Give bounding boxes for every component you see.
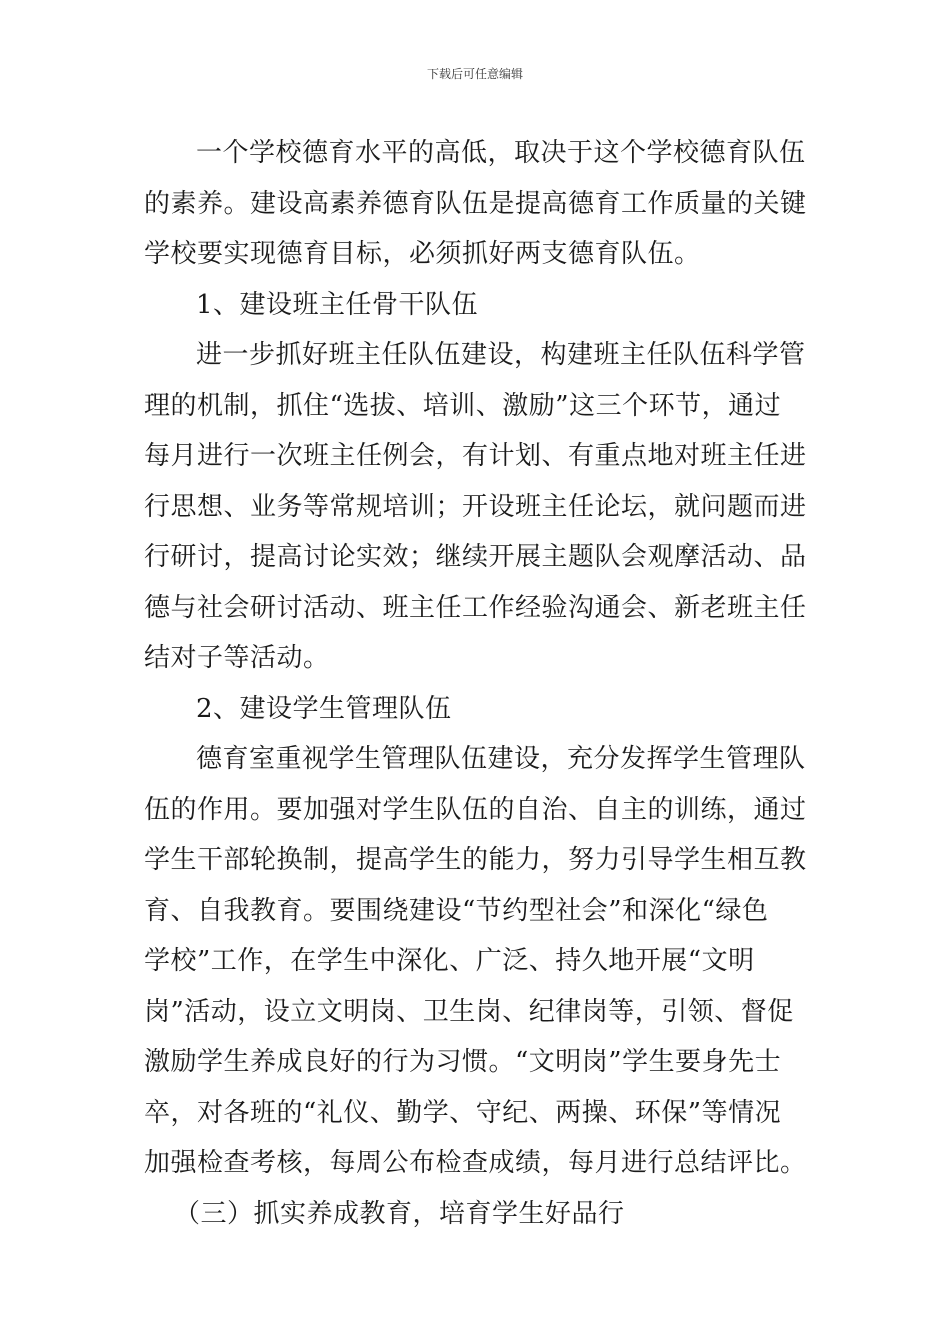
paragraph-line: 卒，对各班的“礼仪、勤学、守纪、两操、环保”等情况: [144, 1097, 782, 1128]
page-header-note: 下载后可任意编辑: [426, 67, 523, 81]
paragraph-line: 岗”活动，设立文明岗、卫生岗、纪律岗等，引领、督促: [144, 996, 794, 1027]
paragraph-line: 德与社会研讨活动、班主任工作经验沟通会、新老班主任: [144, 592, 807, 623]
paragraph-line: 一个学校德育水平的高低，取决于这个学校德育队伍: [196, 138, 806, 168]
paragraph-line: 每月进行一次班主任例会，有计划、有重点地对班主任进: [144, 441, 807, 471]
paragraph-line: 加强检查考核，每周公布检查成绩，每月进行总结评比。: [144, 1148, 807, 1178]
paragraph-line: 学生干部轮换制，提高学生的能力，努力引导学生相互教: [144, 845, 807, 875]
section-heading: 1、建设班主任骨干队伍: [196, 289, 479, 320]
paragraph-line: 学校要实现德育目标，必须抓好两支德育队伍。: [144, 239, 701, 269]
paragraph-line: 育、自我教育。要围绕建设“节约型社会”和深化“绿色: [144, 895, 769, 926]
paragraph-line: 伍的作用。要加强对学生队伍的自治、自主的训练，通过: [144, 794, 807, 825]
paragraph-line: 结对子等活动。: [144, 643, 330, 673]
paragraph-line: 学校”工作，在学生中深化、广泛、持久地开展“文明: [144, 946, 755, 976]
paragraph-line: 的素养。建设高素养德育队伍是提高德育工作质量的关键: [144, 188, 807, 219]
paragraph-line: 激励学生养成良好的行为习惯。“文明岗”学生要身先士: [144, 1047, 782, 1077]
paragraph-line: 行研讨，提高讨论实效；继续开展主题队会观摩活动、品: [144, 542, 807, 572]
section-heading: （三）抓实养成教育，培育学生好品行: [174, 1198, 625, 1229]
paragraph-line: 德育室重视学生管理队伍建设，充分发挥学生管理队: [196, 744, 806, 774]
document-body: [144, 128, 808, 1239]
paragraph-line: 理的机制，抓住“选拔、培训、激励”这三个环节，通过: [144, 390, 782, 421]
paragraph-line: 行思想、业务等常规培训；开设班主任论坛，就问题而进: [144, 491, 807, 522]
paragraph-line: 进一步抓好班主任队伍建设，构建班主任队伍科学管: [196, 340, 806, 370]
section-heading: 2、建设学生管理队伍: [196, 693, 452, 724]
